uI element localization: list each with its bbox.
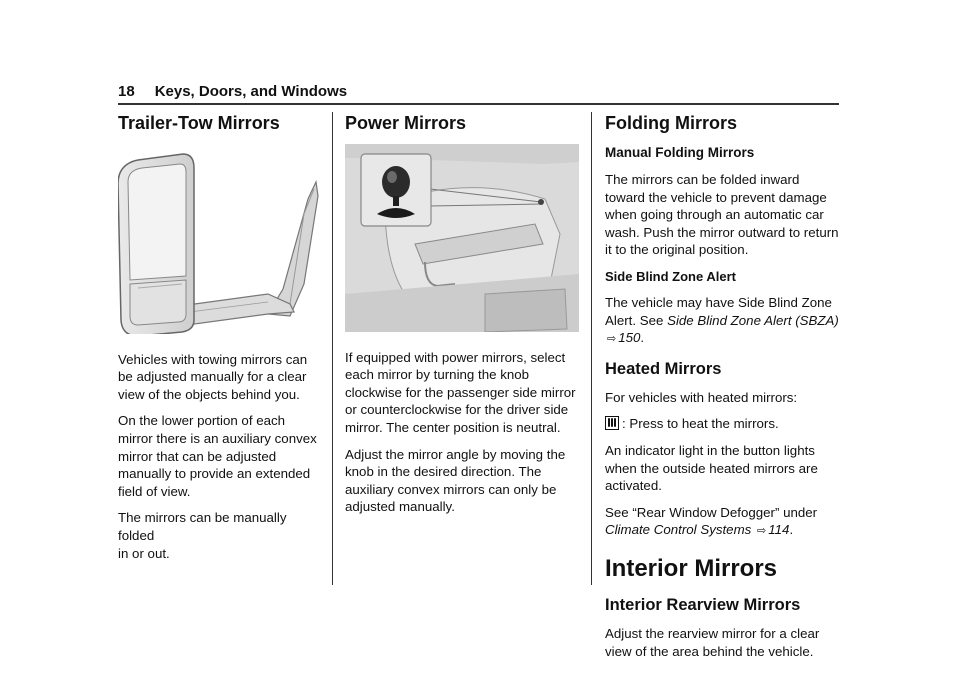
heated-intro: For vehicles with heated mirrors:: [605, 389, 798, 405]
column-divider-2: [591, 112, 592, 585]
interior-mirrors-heading: Interior Mirrors: [605, 554, 778, 582]
power-mirrors-para-1: If equipped with power mirrors, select each mirror by turning the knob clockwise for the passenger side mirror or counterclockwise for the driver side mirror. The center position is neutral.: [345, 349, 576, 435]
header-rule: [118, 103, 839, 105]
page-reference-arrow-icon: ⇨: [607, 333, 617, 346]
heated-indicator-text: An indicator light in the button lights when the outside heated mirrors are activated.: [605, 442, 818, 494]
column-trailer-tow: [118, 112, 322, 571]
heated-press-text: : Press to heat the mirrors.: [622, 416, 779, 432]
rearview-text: Adjust the rearview mirror for a clear view of the area behind the vehicle.: [605, 625, 820, 659]
heated-mirror-icon: [605, 416, 619, 430]
trailer-tow-para-2: On the lower portion of each mirror there is an auxiliary convex mirror that can be adjusted manually to provide an extended field of view.: [118, 413, 317, 499]
climate-page-ref[interactable]: 114: [768, 522, 790, 538]
trailer-tow-para-1: Vehicles with towing mirrors can be adjusted manually for a clear view of the objects behind you.: [118, 351, 308, 402]
climate-control-xref-link[interactable]: Climate Control Systems: [605, 522, 752, 538]
column-power-mirrors: [345, 112, 579, 525]
page-header: [118, 83, 347, 100]
column-folding-heated-interior: [605, 112, 840, 669]
trailer-tow-mirror-illustration: [118, 144, 322, 339]
trailer-tow-para-3: The mirrors can be manually folded in or out.: [118, 510, 287, 561]
power-mirror-control-illustration: [345, 144, 579, 337]
trailer-tow-mirror-image: [118, 144, 322, 334]
sbza-page-ref[interactable]: 150: [618, 330, 641, 346]
folding-mirrors-heading: Folding Mirrors: [605, 113, 737, 133]
page-reference-arrow-icon: ⇨: [757, 525, 767, 538]
sbza-text-pre: The vehicle may have Side Blind Zone Alert. See: [605, 294, 832, 328]
column-divider-1: [332, 112, 333, 585]
see-pre-text: See “Rear Window Defogger” under: [605, 504, 818, 520]
sbza-text: The vehicle may have Side Blind Zone Alert. See Side Blind Zone Alert (SBZA) ⇨ 150.: [605, 294, 839, 346]
trailer-tow-heading: Trailer-Tow Mirrors: [118, 113, 280, 133]
page-number: 18: [118, 83, 135, 100]
sbza-heading: Side Blind Zone Alert: [605, 268, 736, 284]
section-title: Keys, Doors, and Windows: [154, 83, 348, 100]
power-mirrors-heading: Power Mirrors: [345, 113, 467, 133]
manual-folding-heading: Manual Folding Mirrors: [605, 145, 755, 160]
interior-rearview-heading: Interior Rearview Mirrors: [605, 595, 801, 614]
heated-mirrors-heading: Heated Mirrors: [605, 359, 722, 378]
power-mirror-door-image: [345, 144, 579, 332]
heated-press-line: [605, 415, 840, 433]
see-climate-text: See “Rear Window Defogger” under Climate Control Systems ⇨ 114.: [605, 504, 818, 538]
sbza-xref-link[interactable]: Side Blind Zone Alert (SBZA): [667, 312, 839, 328]
manual-folding-text: The mirrors can be folded inward toward the vehicle to prevent damage when going through an automatic car wash. Push the mirror outward to return it to the original position.: [605, 172, 839, 258]
power-mirrors-para-2: Adjust the mirror angle by moving the knob in the desired direction. The auxiliary convex mirrors can only be adjusted manually.: [345, 446, 566, 515]
